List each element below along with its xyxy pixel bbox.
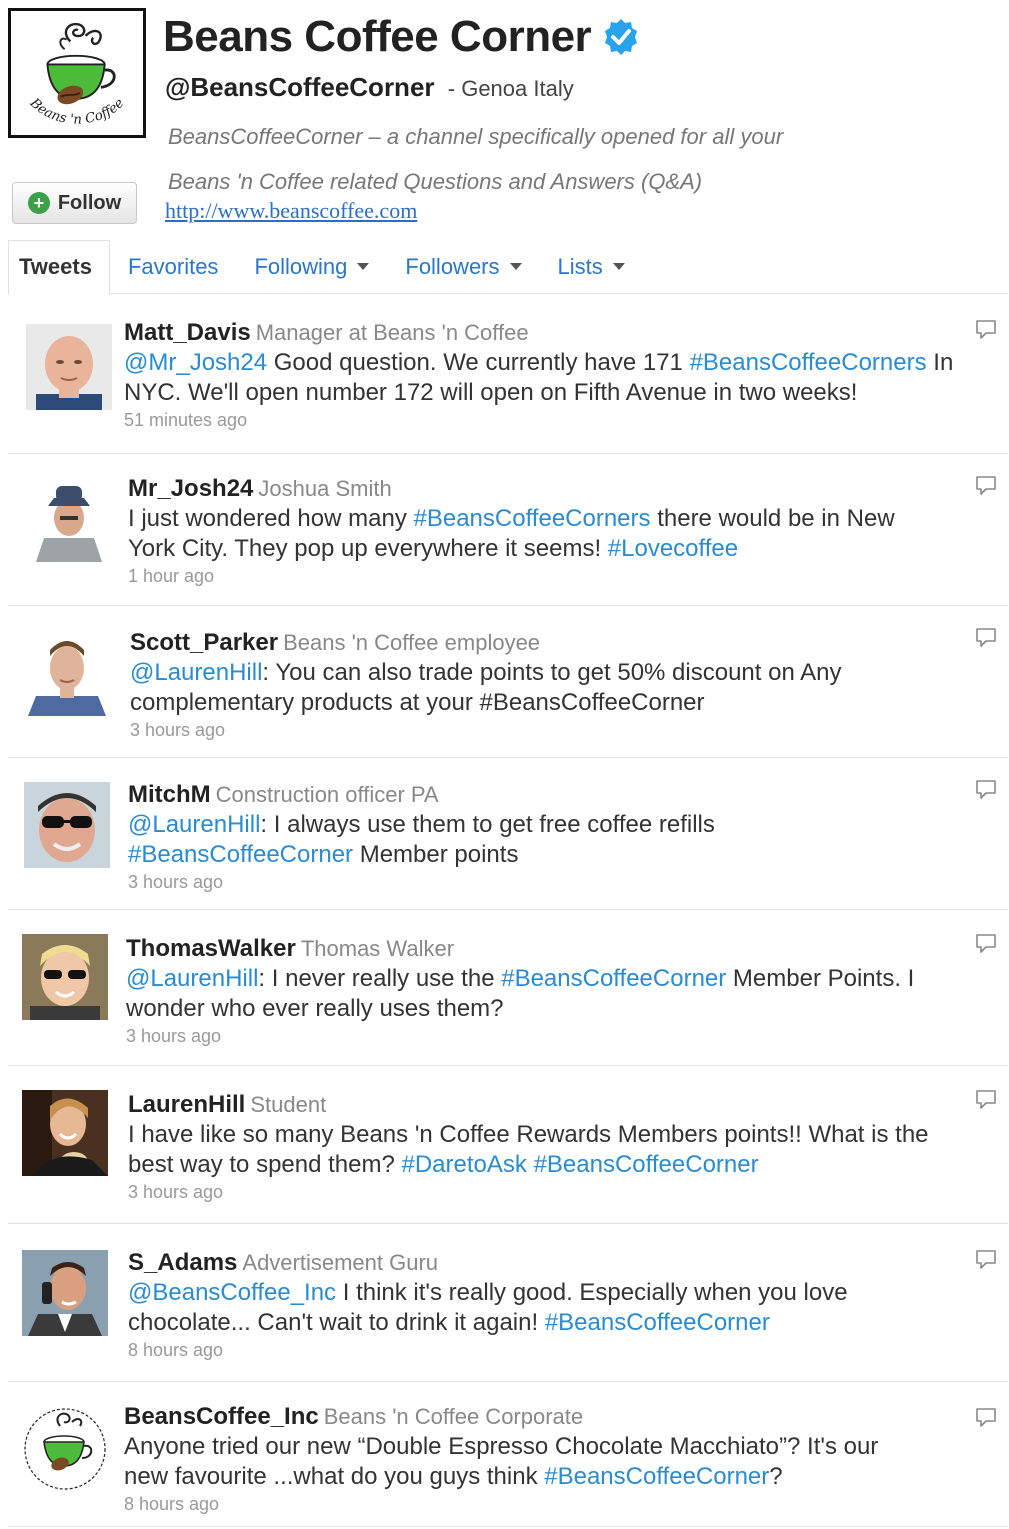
tweet-text xyxy=(124,1432,904,1492)
reply-icon[interactable] xyxy=(974,1248,998,1272)
reply-icon[interactable] xyxy=(974,1088,998,1112)
tweet-text-segment: Member Points. I wonder who ever really uses them? xyxy=(126,965,915,1022)
verified-check-icon xyxy=(601,17,641,57)
tweet-body xyxy=(124,318,984,431)
tweet-realname: Construction officer PA xyxy=(215,782,439,807)
tweet-text xyxy=(124,348,984,408)
profile-location: - Genoa Italy xyxy=(447,76,574,101)
avatar-s-adams[interactable] xyxy=(22,1250,108,1336)
tweet-username[interactable]: BeansCoffee_Inc xyxy=(124,1403,319,1430)
tweet-text-segment: : I never really use the xyxy=(258,965,502,992)
tab-followers[interactable] xyxy=(387,240,539,294)
tweet-item[interactable] xyxy=(8,606,1008,758)
chevron-down-icon xyxy=(510,263,522,270)
tab-favorites-label: Favorites xyxy=(127,253,219,279)
tweet-text-segment: : You can also trade points to get 50% discount on Any complementary products at your #BeansCoffeeCorner xyxy=(130,659,842,716)
chevron-down-icon xyxy=(357,263,369,270)
tweet-header xyxy=(128,1248,918,1278)
tweet-text xyxy=(128,1120,958,1180)
profile-handle: @BeansCoffeeCorner xyxy=(165,72,435,102)
tweet-realname: Thomas Walker xyxy=(300,936,455,961)
hashtag-link[interactable]: #BeansCoffeeCorner xyxy=(128,841,354,868)
tweet-text-segment: I think it's really good. Especially when you love chocolate... Can't wait to drink it again! xyxy=(128,1279,848,1336)
tweet-timestamp[interactable]: 51 minutes ago xyxy=(124,410,248,430)
tweet-text-segment: In NYC. We'll open number 172 will open on Fifth Avenue in two weeks! xyxy=(124,349,954,406)
tweet-header xyxy=(128,1090,958,1120)
logo-text: Beans 'n Coffee xyxy=(26,95,128,128)
tab-followers-label: Followers xyxy=(405,253,500,279)
tweet-username[interactable]: MitchM xyxy=(128,781,211,808)
tweet-item[interactable] xyxy=(8,1066,1008,1224)
avatar-beanscoffee-inc[interactable] xyxy=(22,1406,108,1492)
tab-lists-label: Lists xyxy=(557,253,603,279)
reply-icon[interactable] xyxy=(974,626,998,650)
tweet-username[interactable]: Mr_Josh24 xyxy=(128,475,254,502)
tweet-timestamp[interactable]: 3 hours ago xyxy=(128,1182,224,1202)
tweet-realname: Joshua Smith xyxy=(258,476,392,501)
tweet-username[interactable]: Matt_Davis xyxy=(124,319,251,346)
mention-link[interactable]: @Mr_Josh24 xyxy=(124,349,268,376)
tweet-item[interactable] xyxy=(8,454,1008,606)
tweet-text-segment: Member points xyxy=(353,841,519,868)
tweet-text xyxy=(128,1278,918,1338)
avatar-scott-parker[interactable] xyxy=(24,630,110,716)
tweet-timestamp[interactable]: 3 hours ago xyxy=(128,872,224,892)
tweet-username[interactable]: ThomasWalker xyxy=(126,935,296,962)
tab-tweets-label: Tweets xyxy=(19,254,92,279)
tweet-item[interactable] xyxy=(8,1382,1008,1527)
tweet-body xyxy=(126,934,971,1047)
follow-button[interactable] xyxy=(12,182,137,224)
tweet-text xyxy=(128,810,788,870)
tweet-item[interactable] xyxy=(8,910,1008,1066)
hashtag-link[interactable]: #BeansCoffeeCorners xyxy=(689,349,927,376)
avatar-mr-josh24[interactable] xyxy=(26,476,112,562)
tweet-realname: Beans 'n Coffee employee xyxy=(283,630,541,655)
tweet-timestamp[interactable]: 3 hours ago xyxy=(126,1026,222,1046)
profile-bio xyxy=(168,114,928,204)
profile-tabs xyxy=(8,240,1008,294)
tweet-header xyxy=(126,934,971,964)
tab-following-label: Following xyxy=(254,253,348,279)
tweet-username[interactable]: Scott_Parker xyxy=(130,629,279,656)
mention-link[interactable]: @BeansCoffee_Inc xyxy=(128,1279,337,1306)
hashtag-link[interactable]: #BeansCoffeeCorners xyxy=(413,505,651,532)
tweet-header xyxy=(130,628,870,658)
tweet-body xyxy=(128,1090,958,1203)
tweet-item[interactable] xyxy=(8,758,1008,910)
hashtag-link[interactable]: #DaretoAsk xyxy=(401,1151,527,1178)
coffee-cup-logo-icon xyxy=(11,11,143,135)
tweet-realname: Beans 'n Coffee Corporate xyxy=(323,1404,584,1429)
profile-name-text: Beans Coffee Corner xyxy=(163,12,592,61)
bio-line-2: Beans 'n Coffee related Questions and Answers (Q&A) xyxy=(168,169,703,194)
handle-line xyxy=(165,72,574,103)
avatar-matt-davis[interactable] xyxy=(26,324,112,410)
tweet-body xyxy=(128,780,788,893)
hashtag-link[interactable]: #BeansCoffeeCorner xyxy=(544,1463,770,1490)
tab-tweets[interactable] xyxy=(8,240,110,295)
tab-lists[interactable] xyxy=(540,240,643,294)
reply-icon[interactable] xyxy=(974,932,998,956)
tweet-username[interactable]: S_Adams xyxy=(128,1249,238,1276)
tweet-text-segment: there would be in New York City. They pop up everywhere it seems! xyxy=(128,505,895,562)
tweet-list xyxy=(8,296,1008,1527)
tweet-body xyxy=(130,628,870,741)
profile-name xyxy=(163,12,641,62)
tweet-timestamp[interactable]: 3 hours ago xyxy=(130,720,226,740)
tweet-body xyxy=(128,474,908,587)
tweet-body xyxy=(124,1402,904,1515)
avatar-mitchm[interactable] xyxy=(24,782,110,868)
bio-line-1: BeansCoffeeCorner – a channel specifically opened for all your xyxy=(168,124,784,149)
chevron-down-icon xyxy=(613,263,625,270)
tab-favorites[interactable] xyxy=(110,240,236,294)
tweet-text-segment: : I always use them to get free coffee refills xyxy=(260,811,715,838)
tweet-text-segment: Anyone tried our new “Double Espresso Chocolate Macchiato”? It's our new favourite ...what do you guys think xyxy=(124,1433,879,1490)
tweet-text xyxy=(126,964,971,1024)
tweet-header xyxy=(124,1402,904,1432)
tweet-body xyxy=(128,1248,918,1361)
tweet-text-segment: ? xyxy=(769,1463,783,1490)
tweet-header xyxy=(128,474,908,504)
tweet-timestamp[interactable]: 8 hours ago xyxy=(124,1494,220,1514)
avatar-thomaswalker[interactable] xyxy=(22,934,108,1020)
mention-link[interactable]: @LaurenHill xyxy=(128,811,261,838)
tweet-realname: Advertisement Guru xyxy=(242,1250,439,1275)
follow-label: Follow xyxy=(57,191,122,214)
tweet-text-segment: I have like so many Beans 'n Coffee Rewards Members points!! What is the best way to spend them? xyxy=(128,1121,929,1178)
tweet-text xyxy=(130,658,870,718)
reply-icon[interactable] xyxy=(974,474,998,498)
tweet-item[interactable] xyxy=(8,296,1008,454)
reply-icon[interactable] xyxy=(974,1406,998,1430)
tweet-username[interactable]: LaurenHill xyxy=(128,1091,246,1118)
tweet-realname: Manager at Beans 'n Coffee xyxy=(255,320,529,345)
hashtag-link[interactable]: #BeansCoffeeCorner xyxy=(501,965,727,992)
plus-icon: + xyxy=(28,192,50,214)
tweet-text-segment: I just wondered how many xyxy=(128,505,414,532)
tweet-text xyxy=(128,504,908,564)
tweet-timestamp[interactable]: 8 hours ago xyxy=(128,1340,224,1360)
tweet-realname: Student xyxy=(250,1092,327,1117)
hashtag-link[interactable]: #BeansCoffeeCorner xyxy=(544,1309,770,1336)
tweet-header xyxy=(124,318,984,348)
tweet-timestamp[interactable]: 1 hour ago xyxy=(128,566,215,586)
profile-logo xyxy=(8,8,146,138)
tweet-text-segment: Good question. We currently have 171 xyxy=(267,349,690,376)
mention-link[interactable]: @LaurenHill xyxy=(130,659,263,686)
avatar-laurenhill[interactable] xyxy=(22,1090,108,1176)
tab-following[interactable] xyxy=(236,240,387,294)
profile-url-link[interactable]: http://www.beanscoffee.com xyxy=(165,198,418,223)
hashtag-link[interactable]: #BeansCoffeeCorner xyxy=(533,1151,759,1178)
tweet-item[interactable] xyxy=(8,1224,1008,1382)
tweet-header xyxy=(128,780,788,810)
tweet-text-segment xyxy=(527,1151,534,1178)
hashtag-link[interactable]: #Lovecoffee xyxy=(607,535,739,562)
reply-icon[interactable] xyxy=(974,318,998,342)
mention-link[interactable]: @LaurenHill xyxy=(126,965,259,992)
reply-icon[interactable] xyxy=(974,778,998,802)
